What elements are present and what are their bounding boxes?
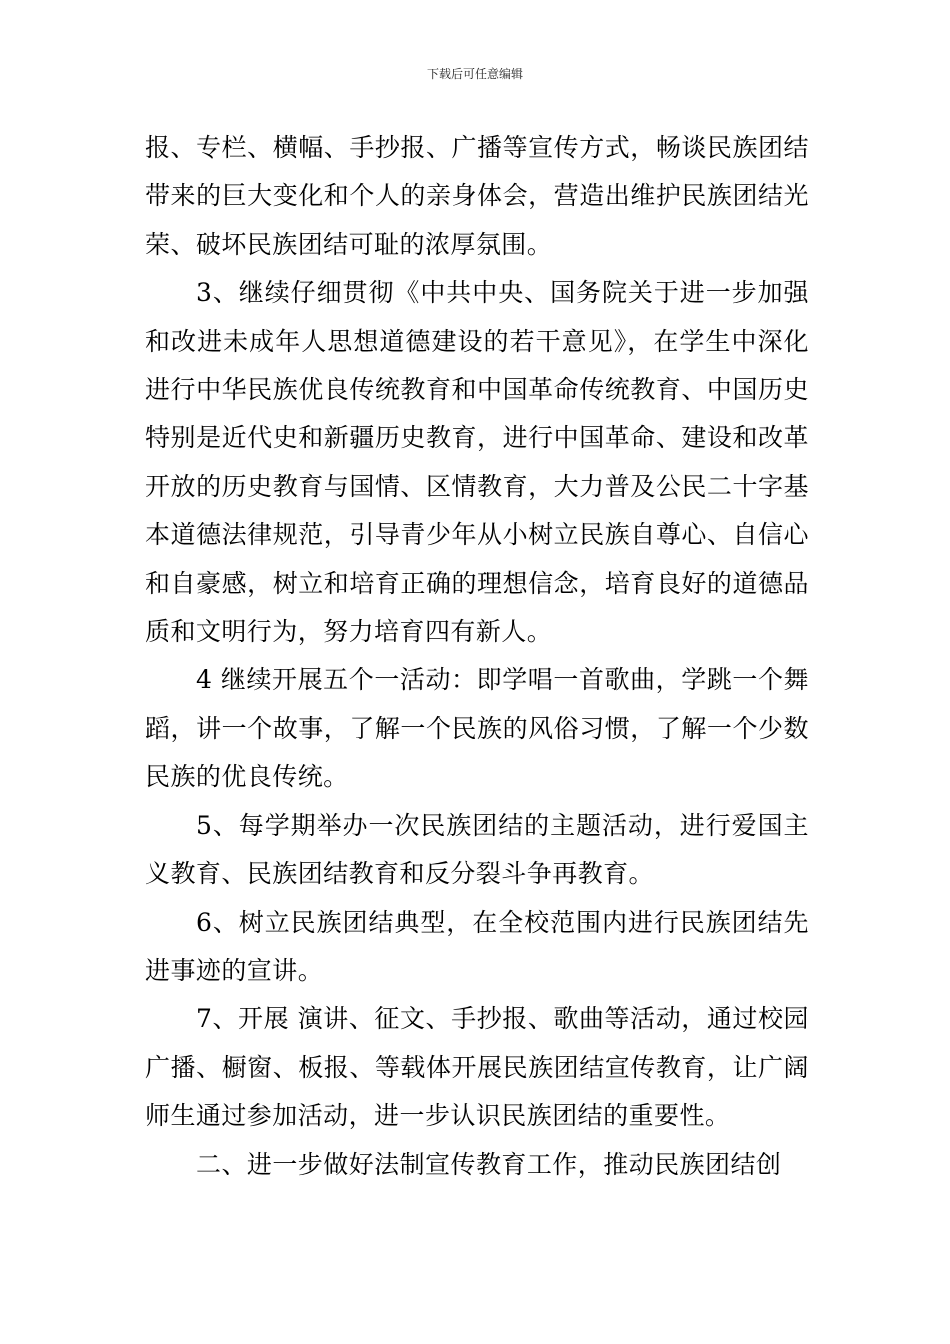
- paragraph-2: 3、继续仔细贯彻《中共中央、国务院关于进一步加强和改进未成年人思想道德建设的若干意见》，在学生中深化进行中华民族优良传统教育和中国革命传统教育、中国历史特别是近代史和新疆历史教育，进行中国革命、建设和改革开放的历史教育与国情、区情教育，大力普及公民二十字基本道德法律规范，引导青少年从小树立民族自尊心、自信心和自豪感，树立和培育正确的理想信念，培育良好的道德品质和文明行为，努力培育四有新人。: [145, 278, 809, 647]
- paragraph-4: 5、每学期举办一次民族团结的主题活动，进行爱国主义教育、民族团结教育和反分裂斗争再教育。: [145, 810, 809, 889]
- paragraph-5: 6、树立民族团结典型，在全校范围内进行民族团结先进事迹的宣讲。: [145, 907, 809, 985]
- paragraph-1: 报、专栏、横幅、手抄报、广播等宣传方式，畅谈民族团结带来的巨大变化和个人的亲身体会，营造出维护民族团结光荣、破坏民族团结可耻的浓厚氛围。: [145, 133, 809, 259]
- paragraph-3: 4 继续开展五个一活动：即学唱一首歌曲，学跳一个舞蹈，讲一个故事，了解一个民族的风俗习惯，了解一个少数民族的优良传统。: [145, 665, 809, 792]
- document-body: [145, 124, 809, 1189]
- page-header: 下载后可任意编辑: [426, 67, 523, 81]
- paragraph-7: 二、进一步做好法制宣传教育工作，推动民族团结创: [196, 1149, 782, 1179]
- paragraph-6: 7、开展 演讲、征文、手抄报、歌曲等活动，通过校园广播、橱窗、板报、等载体开展民族团结宣传教育，让广阔师生通过参加活动，进一步认识民族团结的重要性。: [145, 1004, 809, 1131]
